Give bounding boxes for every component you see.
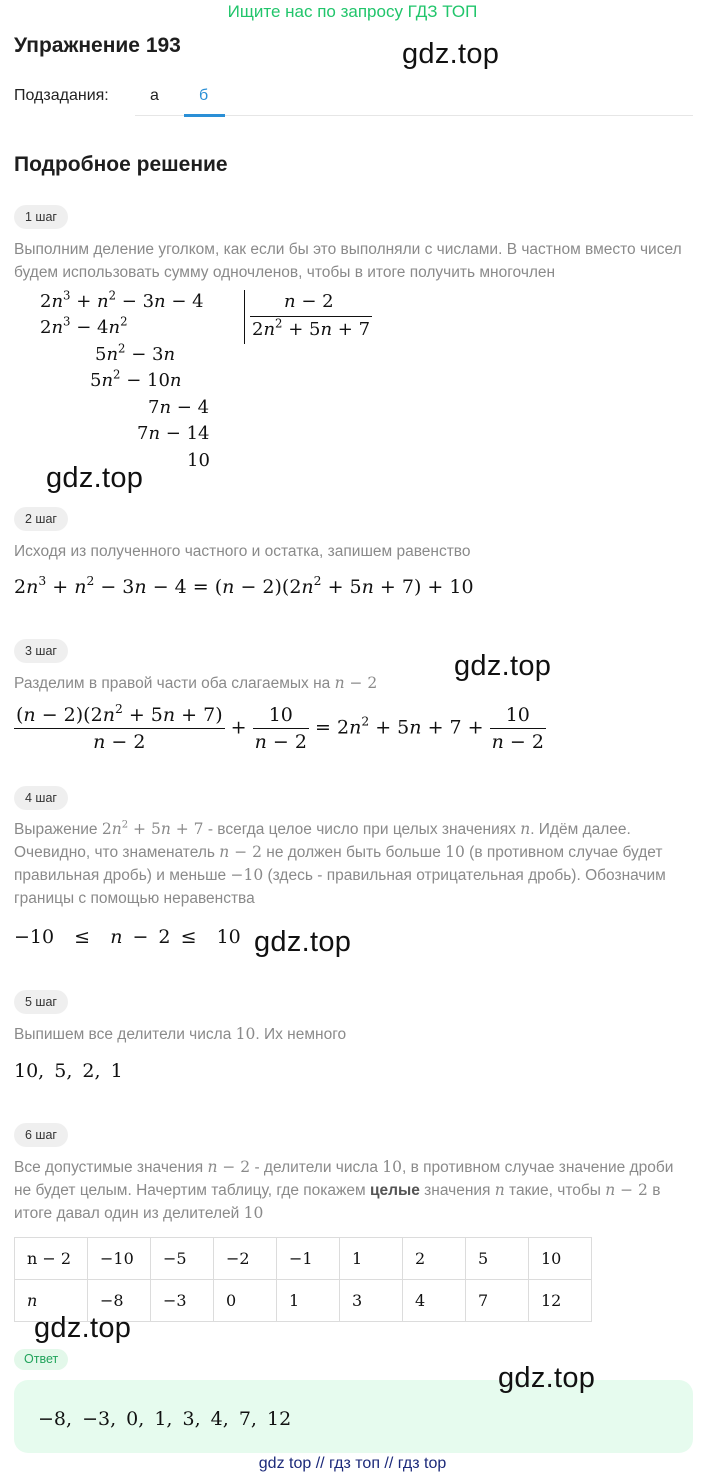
inline-math: − 2 — [344, 674, 378, 692]
values-table-wrap — [14, 1237, 592, 1322]
exercise-title: Упражнение 193 — [14, 34, 181, 57]
step-description: Выпишем все делители числа 10. Их немного — [14, 1025, 347, 1043]
footer-links[interactable]: gdz top // гдз топ // гдз top — [258, 1455, 447, 1472]
division-horizontal-bar — [250, 316, 372, 317]
division-line: $2n^3 - 4n^2$ — [40, 314, 128, 338]
step-description: Исходя из полученного частного и остатка, запишем равенство — [14, 543, 471, 560]
table-cell: −3 — [151, 1280, 214, 1322]
table-cell: n − 2 — [15, 1238, 88, 1280]
watermark: gdz.top — [402, 38, 500, 70]
step-description — [14, 672, 377, 695]
step-badge: 2 шаг — [14, 507, 68, 531]
step-badge: 6 шаг — [14, 1123, 68, 1147]
table-cell: −8 — [88, 1280, 151, 1322]
table-cell: 2 — [403, 1238, 466, 1280]
answer-value: −8, −3, 0, 1, 3, 4, 7, 12 — [38, 1408, 292, 1430]
inline-math: n — [334, 674, 345, 692]
table-cell: 4 — [403, 1280, 466, 1322]
quotient: $2n^2 + 5n + 7$ — [252, 316, 371, 340]
step-description: Выполним деление уголком, как если бы это выполняли с числами. В частном вместо чисел будем использовать сумму одночленов, чтобы в итоге получить многочлен — [14, 241, 682, 281]
table-cell: 5 — [466, 1238, 529, 1280]
step-text: Разделим в правой части оба слагаемых на — [14, 675, 331, 692]
watermark: gdz.top — [498, 1362, 596, 1394]
table-cell: −10 — [88, 1238, 151, 1280]
table-cell: 0 — [214, 1280, 277, 1322]
answer-label: Ответ — [14, 1349, 68, 1370]
fraction: $\frac{(n - 2)(2n^2 + 5n + 7)}{n - 2}$ — [16, 701, 223, 753]
subtasks-label: Подзадания: — [14, 87, 109, 104]
watermark: gdz.top — [46, 462, 144, 494]
table-cell: 3 — [340, 1280, 403, 1322]
table-cell: 12 — [529, 1280, 592, 1322]
table-cell: 10 — [529, 1238, 592, 1280]
division-line: $5n^2 - 10n$ — [90, 367, 182, 391]
fraction-equation: $\frac{(n - 2)(2n^2 + 5n + 7)}{n - 2}$ + $\frac{10}{n - 2}$ = $2n^2 + 5n + 7$ + $\frac{10}{n - 2}$ — [16, 701, 544, 753]
step-badge: 1 шаг — [14, 205, 68, 229]
division-vertical-bar — [244, 290, 245, 344]
table-cell: −5 — [151, 1238, 214, 1280]
table-cell: −1 — [277, 1238, 340, 1280]
inequality: −10 ≤ n − 2 ≤ 10 — [14, 926, 241, 948]
step-description: Все допустимые значения n − 2 - делители числа 10, в противном случае значение дроби не будет целым. Начертим таблицу, где покажем целые значения n такие, чтобы n − 2 в итоге давал один из делителей 10 — [14, 1158, 674, 1222]
dividend: $2n^3 + n^2 - 3n - 4$ — [40, 288, 204, 312]
tab-b[interactable]: б — [199, 87, 209, 104]
table-cell: −2 — [214, 1238, 277, 1280]
step-badge: 3 шаг — [14, 639, 68, 663]
table-cell: 7 — [466, 1280, 529, 1322]
fraction: $\frac{10}{n - 2}$ — [254, 704, 307, 753]
active-tab-underline — [184, 114, 225, 117]
divisors-list: 10, 5, 2, 1 — [14, 1060, 123, 1082]
table-cell: n — [15, 1280, 88, 1322]
equation: $2n^3 + n^2 - 3n - 4 = (n - 2)(2n^2 + 5n + 7) + 10$ — [14, 573, 474, 598]
watermark: gdz.top — [34, 1312, 132, 1344]
fraction: $\frac{10}{n - 2}$ — [491, 704, 544, 753]
table-cell: 1 — [277, 1280, 340, 1322]
step-badge: 4 шаг — [14, 786, 68, 810]
watermark: gdz.top — [254, 926, 352, 958]
division-line: $5n^2 - 3n$ — [95, 341, 176, 365]
watermark: gdz.top — [454, 650, 552, 682]
tab-a[interactable]: а — [150, 87, 159, 104]
table-cell: 1 — [340, 1238, 403, 1280]
step-badge: 5 шаг — [14, 990, 68, 1014]
division-line: 7n − 14 — [137, 423, 210, 444]
division-line: 7n − 4 — [148, 397, 210, 418]
remainder: 10 — [187, 450, 210, 471]
promo-banner[interactable]: Ищите нас по запросу ГДЗ ТОП — [227, 2, 478, 21]
values-table — [14, 1237, 592, 1322]
section-title: Подробное решение — [14, 153, 228, 176]
table-row — [15, 1238, 592, 1280]
step-description: Выражение $2n^2 + 5n + 7$ - всегда целое число при целых значениях n. Идём далее. Очевидно, что знаменатель n − 2 не должен быть больше 10 (в противном случае будет правильная дробь) и меньше −10 (здесь - правильная отрицательная дробь). Обозначим границы с помощью неравенства — [14, 819, 666, 907]
divisor: n − 2 — [284, 291, 334, 312]
